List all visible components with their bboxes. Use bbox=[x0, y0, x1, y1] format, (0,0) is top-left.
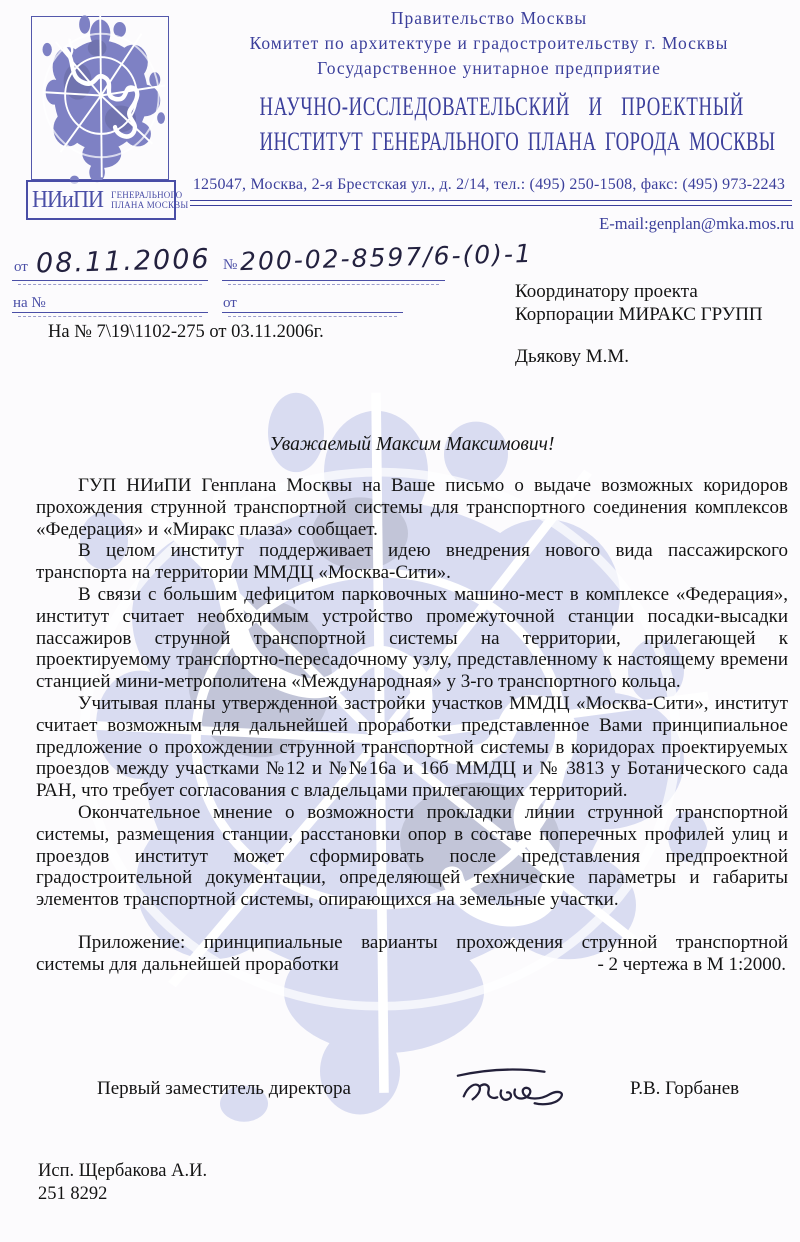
double-rule bbox=[190, 200, 792, 206]
recipient-block bbox=[515, 280, 763, 368]
letter-paragraph: В целом институт поддерживает идею внедрения нового вида пассажирского транспорта на территории ММДЦ «Москва-Сити». bbox=[36, 540, 788, 584]
recipient-line-2: Корпорации МИРАКС ГРУПП bbox=[515, 304, 763, 325]
recipient-line-1: Координатору проекта bbox=[515, 281, 698, 302]
logo-label bbox=[26, 180, 189, 220]
executor-block bbox=[38, 1160, 207, 1206]
signature-name: Р.В. Горбанев bbox=[630, 1078, 740, 1099]
ref-date-handwritten: 08.11.2006 bbox=[35, 243, 211, 280]
letter-paragraph: В связи с большим дефицитом парковочных машино-мест в комплексе «Федерация», институт считает необходимым устройство промежуточной станции посадки-высадки пассажиров струнной транспортной системы на территории, прилегающей к проектируемому транспортно-пересадочному узлу, представленному к настоящему времени станцией мини-метрополитена «Международная» у 3-го транспортного кольца. bbox=[36, 583, 788, 693]
gov-line-2: Комитет по архитектуре и градостроительству г. Москвы bbox=[249, 33, 729, 53]
gov-line-3: Государственное унитарное предприятие bbox=[317, 58, 661, 78]
ref-number-label: № bbox=[223, 257, 238, 273]
salutation: Уважаемый Максим Максимович! bbox=[269, 434, 555, 455]
attachment-text: Приложение: принципиальные варианты прохождения струнной транспортной системы для дальнейшей проработки bbox=[36, 931, 788, 975]
letter-paragraph: Окончательное мнение о возможности прокладки линии струнной транспортной системы, размещения станции, расстановки опор в составе поперечных профилей улиц и проездов институт может сформировать после представления предпроектной градостроительной документации, определяющей технические параметры и габариты элементов транспортной системы, опирающихся на земельные участки. bbox=[36, 801, 788, 911]
letterhead-logo bbox=[26, 8, 189, 232]
attachment-line bbox=[36, 932, 788, 976]
attachment-note: - 2 чертежа в М 1:2000. bbox=[597, 953, 786, 975]
ref-from-label: от bbox=[14, 259, 28, 275]
letter-body bbox=[36, 434, 788, 976]
letter-paragraph: Учитывая планы утвержденной застройки участков ММДЦ «Москва-Сити», институт считает возможным для дальнейшей проработки представленное Вами принципиальное предложение о прохождении струнной транспортной системы в коридорах проектируемых проездов между участками №12 и №№16а и 16б ММДЦ и № 3813 у Ботанического сада РАН, что требует согласования с владельцами прилегающих территорий. bbox=[36, 692, 788, 802]
ref-date-line bbox=[12, 280, 208, 281]
institute-name-line-2: ИНСТИТУТ ГЕНЕРАЛЬНОГО ПЛАНА ГОРОДА МОСКВЫ bbox=[259, 127, 776, 156]
ref-number-line bbox=[222, 280, 445, 281]
letter-paragraph: ГУП НИиПИ Генплана Москвы на Ваше письмо о выдаче возможных коридоров прохождения струнной транспортной системы для транспортного соединения комплексов «Федерация» и «Миракс плаза» сообщает. bbox=[36, 475, 788, 540]
reply-from-label: от bbox=[223, 295, 237, 311]
reply-no-line bbox=[12, 312, 208, 313]
reply-no-label: на № bbox=[13, 295, 46, 311]
ref-number-handwritten: 200-02-8597/6-(0)-1 bbox=[239, 238, 534, 277]
reply-from-line bbox=[222, 312, 403, 313]
gov-line-1: Правительство Москвы bbox=[390, 8, 588, 28]
institute-name-line-1: НАУЧНО-ИССЛЕДОВАТЕЛЬСКИЙ И ПРОЕКТНЫЙ bbox=[259, 92, 745, 121]
executor-phone: 251 8292 bbox=[38, 1184, 108, 1204]
logo-org-name: ГЕНЕРАЛЬНОГО ПЛАНА МОСКВЫ bbox=[111, 189, 189, 210]
logo-acronym: НИиПИ bbox=[32, 186, 103, 213]
signature-scribble bbox=[448, 1060, 576, 1116]
recipient-name: Дьякову М.М. bbox=[515, 346, 629, 367]
in-reply-to-line: На № 7\19\1102-275 от 03.11.2006г. bbox=[48, 322, 324, 342]
signature-title: Первый заместитель директора bbox=[97, 1078, 351, 1099]
moscow-map-icon bbox=[23, 2, 179, 194]
address-line: 125047, Москва, 2-я Брестская ул., д. 2/14, тел.: (495) 250-1508, факс: (495) 973-2243 bbox=[192, 176, 786, 193]
executor-name: Исп. Щербакова А.И. bbox=[38, 1161, 208, 1181]
email-line: E-mail:genplan@mka.mos.ru bbox=[599, 214, 794, 233]
